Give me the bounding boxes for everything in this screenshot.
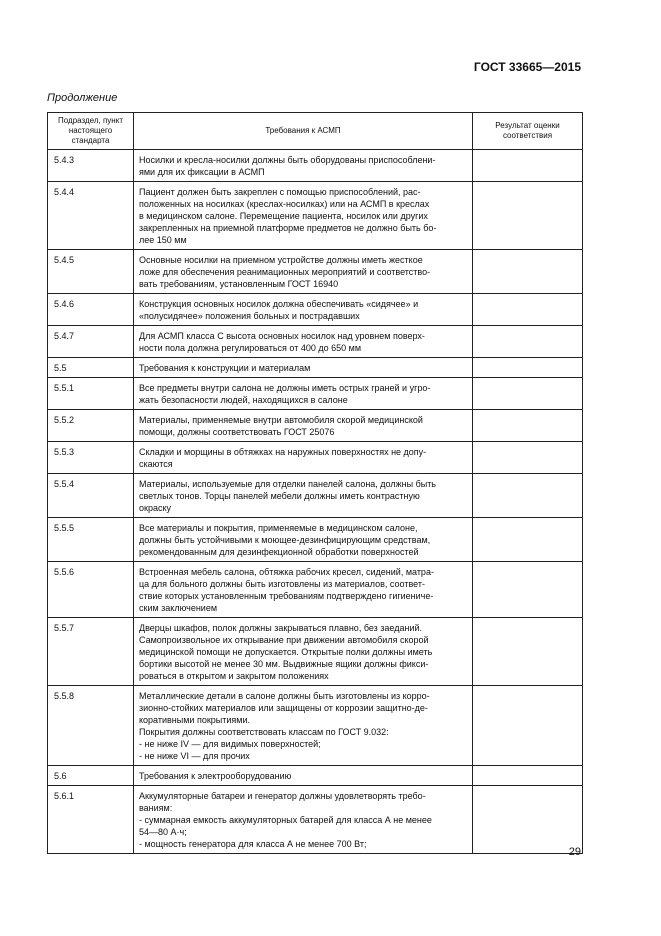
row-section-number: 5.5.6: [48, 562, 134, 618]
row-requirement-text: [134, 326, 473, 358]
requirement-line: Все материалы и покрытия, применяемые в медицинском салоне,: [139, 523, 418, 533]
requirement-line: закрепленных на приемной платформе предметов не должно быть бо-: [139, 223, 437, 233]
row-requirement-text: [134, 786, 473, 854]
requirement-line: ваниям:: [139, 803, 173, 813]
row-result-cell: [473, 410, 583, 442]
requirement-line: 54—80 А·ч;: [139, 827, 187, 837]
table-row: [48, 786, 583, 854]
table-row: [48, 618, 583, 686]
requirement-line: коративными покрытиями.: [139, 715, 250, 725]
table-row: [48, 562, 583, 618]
requirement-line: - суммарная емкость аккумуляторных батарей для класса А не менее: [139, 815, 432, 825]
row-requirement-text: [134, 442, 473, 474]
row-result-cell: [473, 442, 583, 474]
requirement-line: рекомендованным для дезинфекционной обработки поверхностей: [139, 547, 419, 557]
table-row: [48, 326, 583, 358]
row-section-number: 5.6.1: [48, 786, 134, 854]
requirements-table: [47, 112, 583, 854]
requirement-line: Носилки и кресла-носилки должны быть оборудованы приспособлени-: [139, 155, 436, 165]
row-section-number: 5.5.1: [48, 378, 134, 410]
table-row: [48, 686, 583, 766]
row-requirement-text: [134, 618, 473, 686]
row-section-number: 5.5.4: [48, 474, 134, 518]
row-requirement-text: [134, 766, 473, 786]
requirement-line: Конструкция основных носилок должна обеспечивать «сидячее» и: [139, 299, 419, 309]
row-requirement-text: [134, 562, 473, 618]
row-requirement-text: [134, 686, 473, 766]
row-result-cell: [473, 618, 583, 686]
row-requirement-text: [134, 358, 473, 378]
requirement-line: помощи, должны соответствовать ГОСТ 25076: [139, 427, 335, 437]
requirement-line: Основные носилки на приемном устройстве должны иметь жесткое: [139, 255, 423, 265]
table-row: [48, 294, 583, 326]
requirement-line: Требования к электрооборудованию: [139, 771, 292, 781]
requirement-line: ским заключением: [139, 603, 218, 613]
requirement-line: Складки и морщины в обтяжках на наружных поверхностях не допу-: [139, 447, 427, 457]
row-section-number: 5.5.3: [48, 442, 134, 474]
row-result-cell: [473, 326, 583, 358]
row-requirement-text: [134, 294, 473, 326]
table-row: [48, 378, 583, 410]
row-section-number: 5.5: [48, 358, 134, 378]
page-number: 29: [568, 846, 581, 858]
requirement-line: окраску: [139, 503, 171, 513]
row-requirement-text: [134, 250, 473, 294]
requirement-line: «полусидячее» положения больных и пострадавших: [139, 311, 360, 321]
requirement-line: роваться в открытом и закрытом положениях: [139, 671, 329, 681]
row-section-number: 5.4.7: [48, 326, 134, 358]
requirement-line: лее 150 мм: [139, 235, 187, 245]
row-result-cell: [473, 358, 583, 378]
requirement-line: - мощность генератора для класса А не менее 700 Вт;: [139, 839, 367, 849]
requirement-line: должны быть устойчивыми к моющее-дезинфицирующим средствам,: [139, 535, 431, 545]
requirement-line: Покрытия должны соответствовать классам по ГОСТ 9.032:: [139, 727, 389, 737]
table-row: [48, 182, 583, 250]
standard-number: ГОСТ 33665—2015: [473, 60, 581, 74]
row-result-cell: [473, 562, 583, 618]
table-row: [48, 518, 583, 562]
requirement-line: Пациент должен быть закреплен с помощью приспособлений, рас-: [139, 187, 421, 197]
continuation-label: Продолжение: [47, 92, 118, 104]
col-header-result: Результат оценки соответствия: [473, 113, 583, 150]
row-section-number: 5.6: [48, 766, 134, 786]
table-row: [48, 250, 583, 294]
row-section-number: 5.5.8: [48, 686, 134, 766]
requirement-line: Все предметы внутри салона не должны иметь острых граней и угро-: [139, 383, 431, 393]
requirement-line: зионно-стойких материалов или защищены от коррозии защитно-де-: [139, 703, 428, 713]
table-row: [48, 766, 583, 786]
requirement-line: Дверцы шкафов, полок должны закрываться плавно, без заеданий.: [139, 623, 423, 633]
requirement-line: Аккумуляторные батареи и генератор должны удовлетворять требо-: [139, 791, 426, 801]
row-result-cell: [473, 250, 583, 294]
table-row: [48, 410, 583, 442]
requirement-line: светлых тонов. Торцы панелей мебели должны иметь контрастную: [139, 491, 420, 501]
requirement-line: медицинской помощи не допускается. Открытые полки должны иметь: [139, 647, 433, 657]
table-row: [48, 150, 583, 182]
row-section-number: 5.5.7: [48, 618, 134, 686]
row-result-cell: [473, 766, 583, 786]
requirement-line: Материалы, используемые для отделки панелей салона, должны быть: [139, 479, 436, 489]
requirement-line: бортики высотой не менее 30 мм. Выдвижные ящики должны фикси-: [139, 659, 429, 669]
row-section-number: 5.5.2: [48, 410, 134, 442]
requirement-line: - не ниже VI — для прочих: [139, 751, 250, 761]
row-result-cell: [473, 786, 583, 854]
table-header-row: [48, 113, 583, 150]
row-result-cell: [473, 378, 583, 410]
requirement-line: Встроенная мебель салона, обтяжка рабочих кресел, сидений, матра-: [139, 567, 434, 577]
row-result-cell: [473, 518, 583, 562]
requirement-line: Материалы, применяемые внутри автомобиля скорой медицинской: [139, 415, 423, 425]
row-section-number: 5.4.4: [48, 182, 134, 250]
requirement-line: Самопроизвольное их открывание при движении автомобиля скорой: [139, 635, 429, 645]
row-result-cell: [473, 474, 583, 518]
table-row: [48, 358, 583, 378]
requirement-line: жать безопасности людей, находящихся в салоне: [139, 395, 348, 405]
col-header-section: Подраздел, пункт настоящего стандарта: [48, 113, 134, 150]
row-requirement-text: [134, 518, 473, 562]
requirement-line: ца для больного должны быть изготовлены из материалов, соответ-: [139, 579, 425, 589]
requirement-line: положенных на носилках (креслах-носилках) или на АСМП в креслах: [139, 199, 430, 209]
col-header-requirements: Требования к АСМП: [134, 113, 473, 150]
row-requirement-text: [134, 410, 473, 442]
row-result-cell: [473, 150, 583, 182]
requirement-line: скаются: [139, 459, 173, 469]
row-section-number: 5.4.3: [48, 150, 134, 182]
row-result-cell: [473, 182, 583, 250]
row-requirement-text: [134, 474, 473, 518]
table-row: [48, 474, 583, 518]
table-row: [48, 442, 583, 474]
row-result-cell: [473, 686, 583, 766]
row-requirement-text: [134, 150, 473, 182]
row-section-number: 5.4.6: [48, 294, 134, 326]
row-section-number: 5.5.5: [48, 518, 134, 562]
row-result-cell: [473, 294, 583, 326]
requirement-line: Требования к конструкции и материалам: [139, 363, 311, 373]
requirement-line: ложе для обеспечения реанимационных мероприятий и соответство-: [139, 267, 431, 277]
row-requirement-text: [134, 378, 473, 410]
requirement-line: вать требованиям, установленным ГОСТ 16940: [139, 279, 339, 289]
requirement-line: ями для их фиксации в АСМП: [139, 167, 265, 177]
requirement-line: - не ниже IV — для видимых поверхностей;: [139, 739, 321, 749]
row-section-number: 5.4.5: [48, 250, 134, 294]
requirement-line: Для АСМП класса С высота основных носилок над уровнем поверх-: [139, 331, 425, 341]
requirement-line: в медицинском салоне. Перемещение пациента, носилок или других: [139, 211, 428, 221]
requirement-line: ствие которых установленным требованиям подтверждено гигиениче-: [139, 591, 434, 601]
row-requirement-text: [134, 182, 473, 250]
requirement-line: ности пола должна регулироваться от 400 до 650 мм: [139, 343, 362, 353]
requirement-line: Металлические детали в салоне должны быть изготовлены из корро-: [139, 691, 430, 701]
